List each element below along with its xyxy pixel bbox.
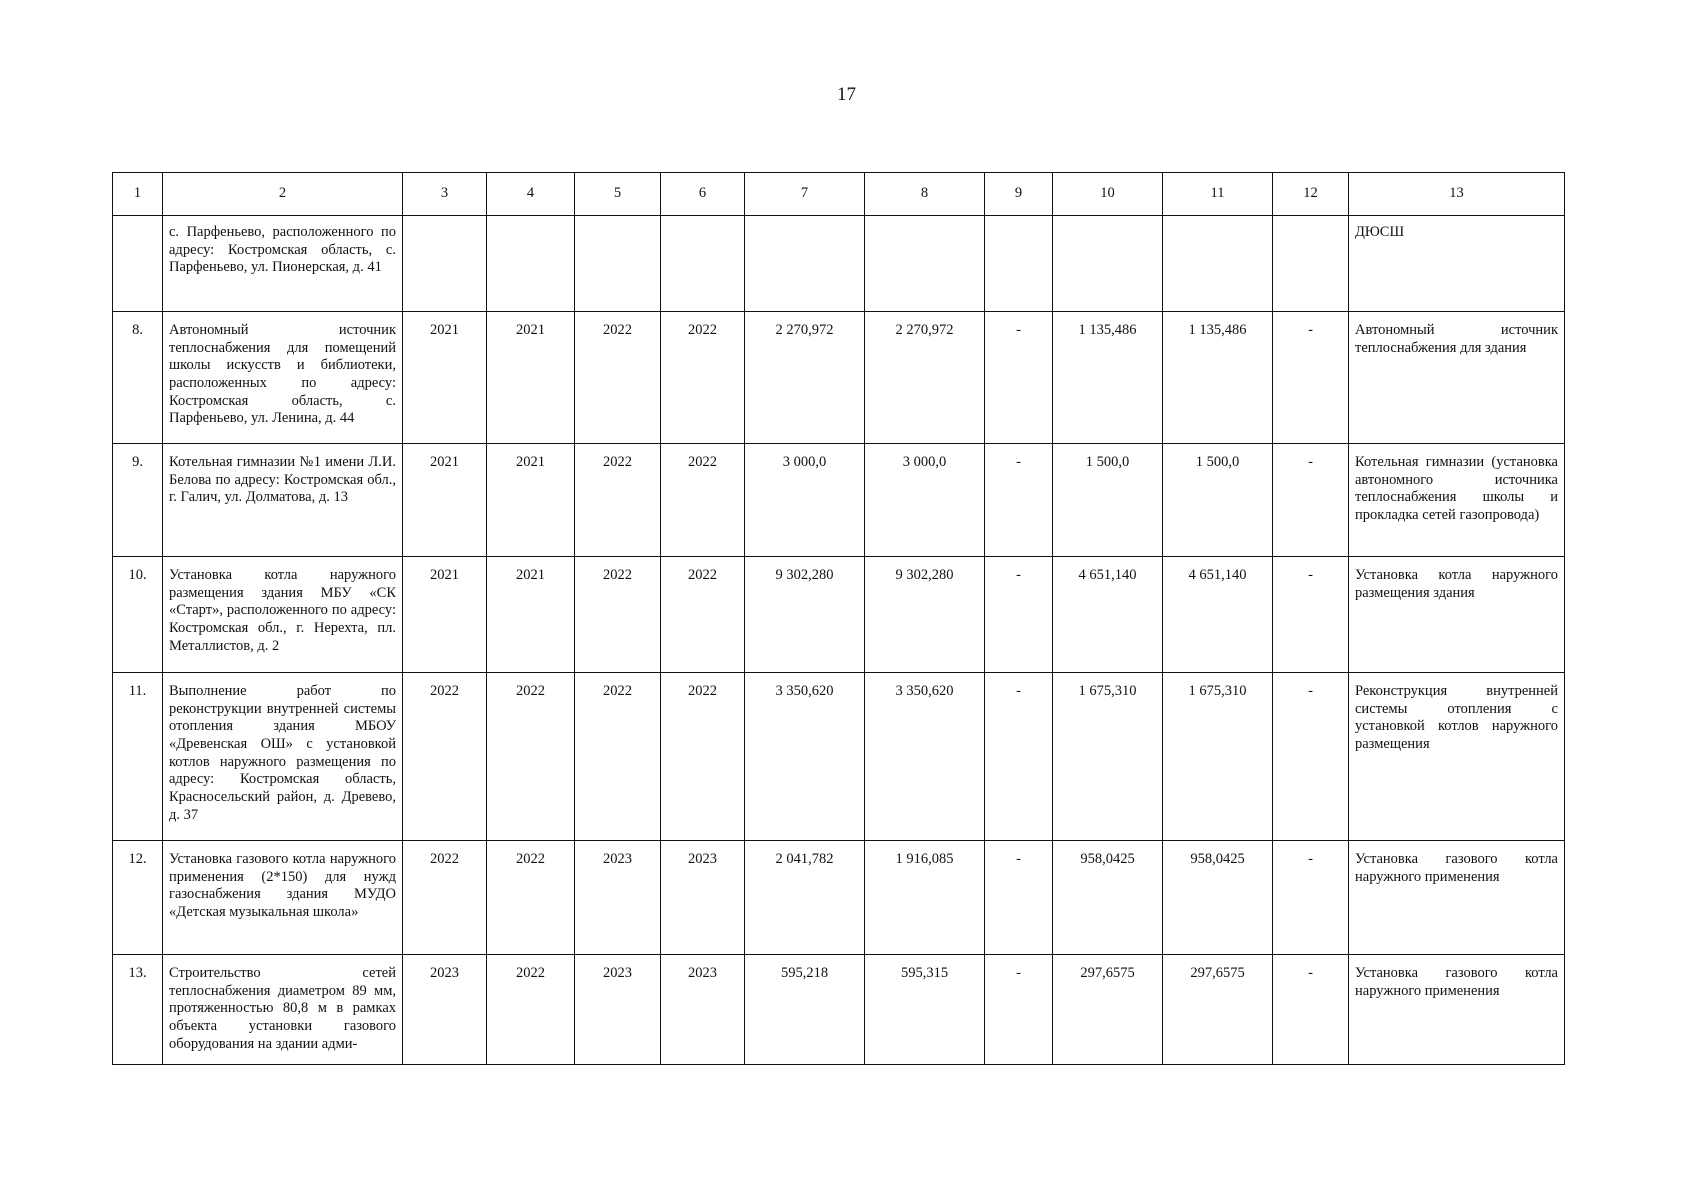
header-cell: 11 (1163, 173, 1273, 216)
cell-col7: 3 350,620 (745, 673, 865, 841)
cell-col11: 4 651,140 (1163, 557, 1273, 673)
cell-col9: - (985, 444, 1053, 557)
cell-col11 (1163, 216, 1273, 312)
row-result: Установка газового котла наружного применения (1349, 841, 1565, 955)
cell-col5: 2022 (575, 673, 661, 841)
cell-col10: 4 651,140 (1053, 557, 1163, 673)
cell-col10: 1 675,310 (1053, 673, 1163, 841)
page-number: 17 (837, 84, 856, 105)
cell-col4 (487, 216, 575, 312)
cell-col6 (661, 216, 745, 312)
cell-col5: 2023 (575, 955, 661, 1065)
cell-col7: 595,218 (745, 955, 865, 1065)
header-cell: 2 (163, 173, 403, 216)
cell-col6: 2023 (661, 955, 745, 1065)
cell-col3: 2021 (403, 312, 487, 444)
row-description: Установка котла наружного размещения здания МБУ «СК «Старт», расположенного по адресу: Костромская обл., г. Нерехта, пл. Металлистов, д. 2 (163, 557, 403, 673)
cell-col7 (745, 216, 865, 312)
header-cell: 13 (1349, 173, 1565, 216)
row-result: Установка котла наружного размещения здания (1349, 557, 1565, 673)
cell-col3: 2022 (403, 841, 487, 955)
cell-col5 (575, 216, 661, 312)
row-number: 8. (113, 312, 163, 444)
cell-col9: - (985, 557, 1053, 673)
cell-col5: 2022 (575, 444, 661, 557)
cell-col3: 2021 (403, 444, 487, 557)
header-cell: 8 (865, 173, 985, 216)
cell-col3: 2023 (403, 955, 487, 1065)
cell-col11: 1 675,310 (1163, 673, 1273, 841)
cell-col8: 595,315 (865, 955, 985, 1065)
cell-col7: 9 302,280 (745, 557, 865, 673)
cell-col6: 2022 (661, 557, 745, 673)
cell-col4: 2022 (487, 841, 575, 955)
cell-col10: 958,0425 (1053, 841, 1163, 955)
table-row (113, 841, 1565, 955)
table-row (113, 557, 1565, 673)
row-description: с. Парфеньево, расположенного по адресу: Костромская область, с. Парфеньево, ул. Пионерская, д. 41 (163, 216, 403, 312)
row-description: Автономный источник теплоснабжения для помещений школы искусств и библиотеки, расположенных по адресу: Костромская область, с. Парфеньево, ул. Ленина, д. 44 (163, 312, 403, 444)
cell-col8: 9 302,280 (865, 557, 985, 673)
row-number: 11. (113, 673, 163, 841)
header-cell: 12 (1273, 173, 1349, 216)
cell-col3 (403, 216, 487, 312)
cell-col4: 2022 (487, 673, 575, 841)
cell-col10 (1053, 216, 1163, 312)
cell-col8: 1 916,085 (865, 841, 985, 955)
cell-col11: 1 500,0 (1163, 444, 1273, 557)
row-result: Котельная гимназии (установка автономного источника теплоснабжения школы и прокладка сетей газопровода) (1349, 444, 1565, 557)
row-description: Установка газового котла наружного применения (2*150) для нужд газоснабжения здания МУДО «Детская музыкальная школа» (163, 841, 403, 955)
row-result: ДЮСШ (1349, 216, 1565, 312)
row-number: 13. (113, 955, 163, 1065)
cell-col3: 2022 (403, 673, 487, 841)
row-number: 12. (113, 841, 163, 955)
cell-col12: - (1273, 841, 1349, 955)
cell-col7: 3 000,0 (745, 444, 865, 557)
header-cell: 1 (113, 173, 163, 216)
cell-col9: - (985, 312, 1053, 444)
table-row (113, 673, 1565, 841)
header-cell: 3 (403, 173, 487, 216)
cell-col5: 2023 (575, 841, 661, 955)
row-number: 10. (113, 557, 163, 673)
cell-col9 (985, 216, 1053, 312)
row-description: Котельная гимназии №1 имени Л.И. Белова по адресу: Костромская обл., г. Галич, ул. Долматова, д. 13 (163, 444, 403, 557)
data-table (112, 172, 1565, 1065)
cell-col7: 2 270,972 (745, 312, 865, 444)
cell-col4: 2021 (487, 312, 575, 444)
table-row (113, 955, 1565, 1065)
header-cell: 7 (745, 173, 865, 216)
header-cell: 10 (1053, 173, 1163, 216)
cell-col8: 2 270,972 (865, 312, 985, 444)
cell-col12: - (1273, 312, 1349, 444)
cell-col10: 297,6575 (1053, 955, 1163, 1065)
cell-col5: 2022 (575, 312, 661, 444)
cell-col12: - (1273, 955, 1349, 1065)
cell-col4: 2022 (487, 955, 575, 1065)
row-result: Реконструкция внутренней системы отопления с установкой котлов наружного размещения (1349, 673, 1565, 841)
row-result: Автономный источник теплоснабжения для здания (1349, 312, 1565, 444)
table-row (113, 216, 1565, 312)
cell-col6: 2022 (661, 312, 745, 444)
row-description: Выполнение работ по реконструкции внутренней системы отопления здания МБОУ «Древенская ОШ» с установкой котлов наружного размещения по адресу: Костромская область, Красносельский район, д. Древево, д. 37 (163, 673, 403, 841)
row-number: 9. (113, 444, 163, 557)
table-header (113, 173, 1565, 216)
cell-col10: 1 135,486 (1053, 312, 1163, 444)
row-description: Строительство сетей теплоснабжения диаметром 89 мм, протяженностью 80,8 м в рамках объекта установки газового оборудования на здании адми- (163, 955, 403, 1065)
cell-col12: - (1273, 557, 1349, 673)
cell-col11: 297,6575 (1163, 955, 1273, 1065)
cell-col6: 2022 (661, 444, 745, 557)
cell-col12 (1273, 216, 1349, 312)
cell-col9: - (985, 841, 1053, 955)
cell-col8 (865, 216, 985, 312)
cell-col6: 2022 (661, 673, 745, 841)
cell-col6: 2023 (661, 841, 745, 955)
cell-col8: 3 350,620 (865, 673, 985, 841)
header-cell: 4 (487, 173, 575, 216)
table-row (113, 312, 1565, 444)
cell-col7: 2 041,782 (745, 841, 865, 955)
cell-col4: 2021 (487, 557, 575, 673)
cell-col5: 2022 (575, 557, 661, 673)
cell-col9: - (985, 673, 1053, 841)
cell-col11: 1 135,486 (1163, 312, 1273, 444)
cell-col11: 958,0425 (1163, 841, 1273, 955)
cell-col4: 2021 (487, 444, 575, 557)
header-cell: 9 (985, 173, 1053, 216)
cell-col12: - (1273, 673, 1349, 841)
cell-col3: 2021 (403, 557, 487, 673)
cell-col10: 1 500,0 (1053, 444, 1163, 557)
header-cell: 5 (575, 173, 661, 216)
header-cell: 6 (661, 173, 745, 216)
row-number (113, 216, 163, 312)
cell-col12: - (1273, 444, 1349, 557)
row-result: Установка газового котла наружного применения (1349, 955, 1565, 1065)
cell-col9: - (985, 955, 1053, 1065)
table-row (113, 444, 1565, 557)
cell-col8: 3 000,0 (865, 444, 985, 557)
